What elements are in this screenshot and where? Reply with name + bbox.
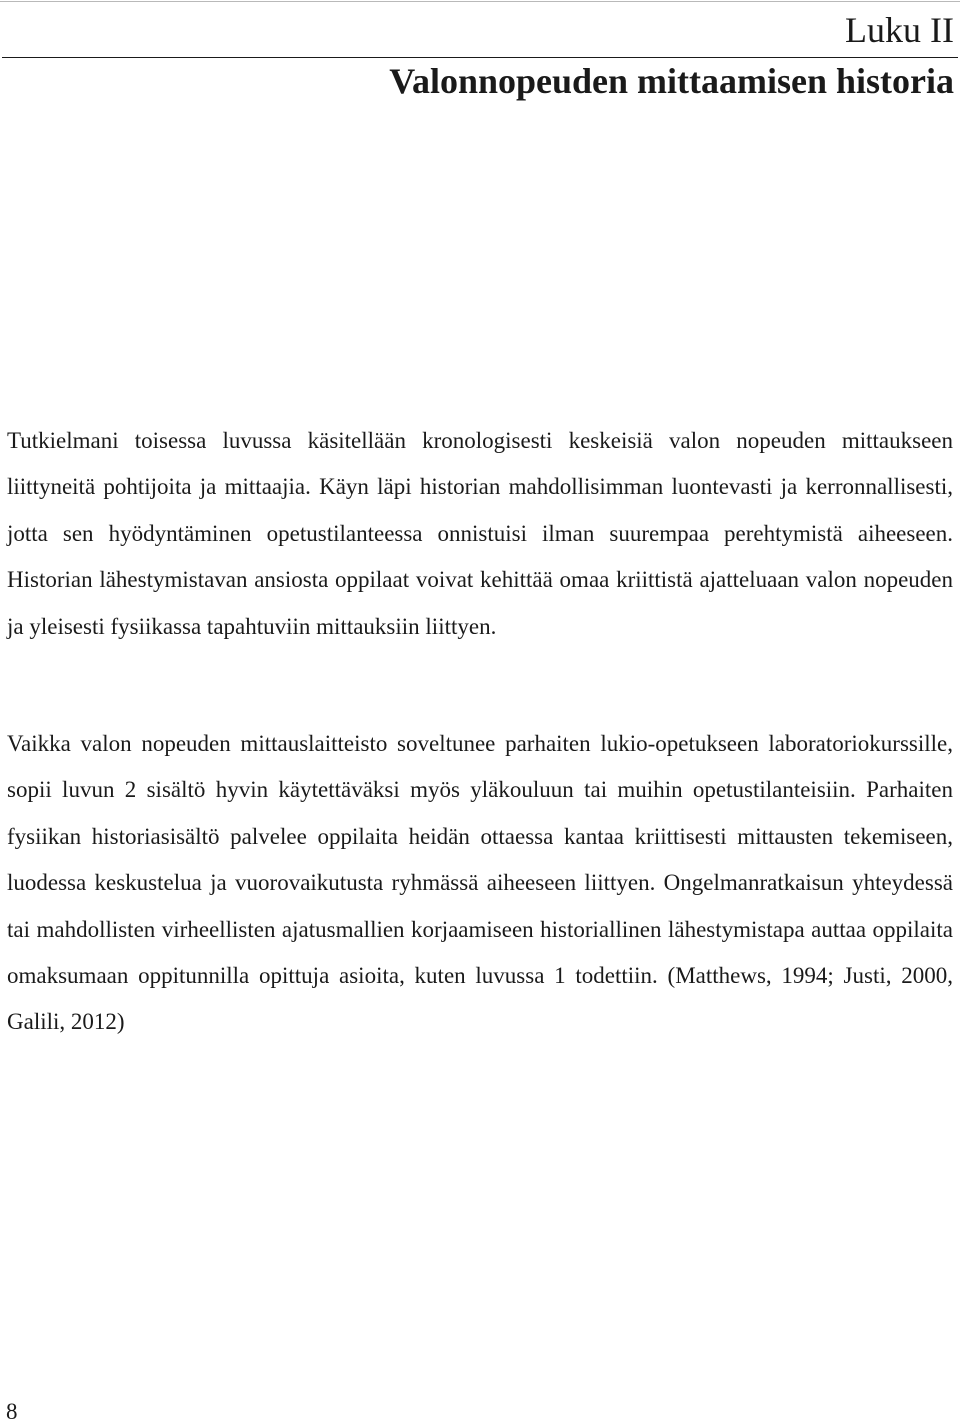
chapter-label: Luku II bbox=[845, 10, 954, 50]
top-border-line bbox=[0, 1, 960, 2]
chapter-title: Valonnopeuden mittaamisen historia bbox=[389, 61, 954, 101]
page-number: 8 bbox=[6, 1399, 18, 1424]
paragraph-intro: Tutkielmani toisessa luvussa käsitellään kronologisesti keskeisiä valon nopeuden mittaukseen liittyneitä pohtijoita ja mittaajia. Käyn läpi historian mahdollisimman luontevasti ja kerronnallisesti, jotta sen hyödyntäminen opetustilanteessa onnistuisi ilman suurempaa perehtymistä aiheeseen. Historian lähestymistavan ansiosta oppilaat voivat kehittää omaa kriittistä ajatteluaan valon nopeuden ja yleisesti fysiikassa tapahtuviin mittauksiin liittyen. bbox=[7, 428, 953, 639]
paragraph-application: Vaikka valon nopeuden mittauslaitteisto soveltunee parhaiten lukio-opetukseen laboratoriokurssille, sopii luvun 2 sisältö hyvin käytettäväksi myös yläkouluun tai muihin opetustilanteisiin. Parhaiten fysiikan historiasisältö palvelee oppilaita heidän ottaessa kantaa kriittisesti mittausten tekemiseen, luodessa keskustelua ja vuorovaikutusta ryhmässä aiheeseen liittyen. Ongelmanratkaisun yhteydessä tai mahdollisten virheellisten ajatusmallien korjaamiseen historiallinen lähestymistapa auttaa oppilaita omaksumaan oppitunnilla opittuja asioita, kuten luvussa 1 todettiin. (Matthews, 1994; Justi, 2000, Galili, 2012) bbox=[7, 731, 953, 1035]
